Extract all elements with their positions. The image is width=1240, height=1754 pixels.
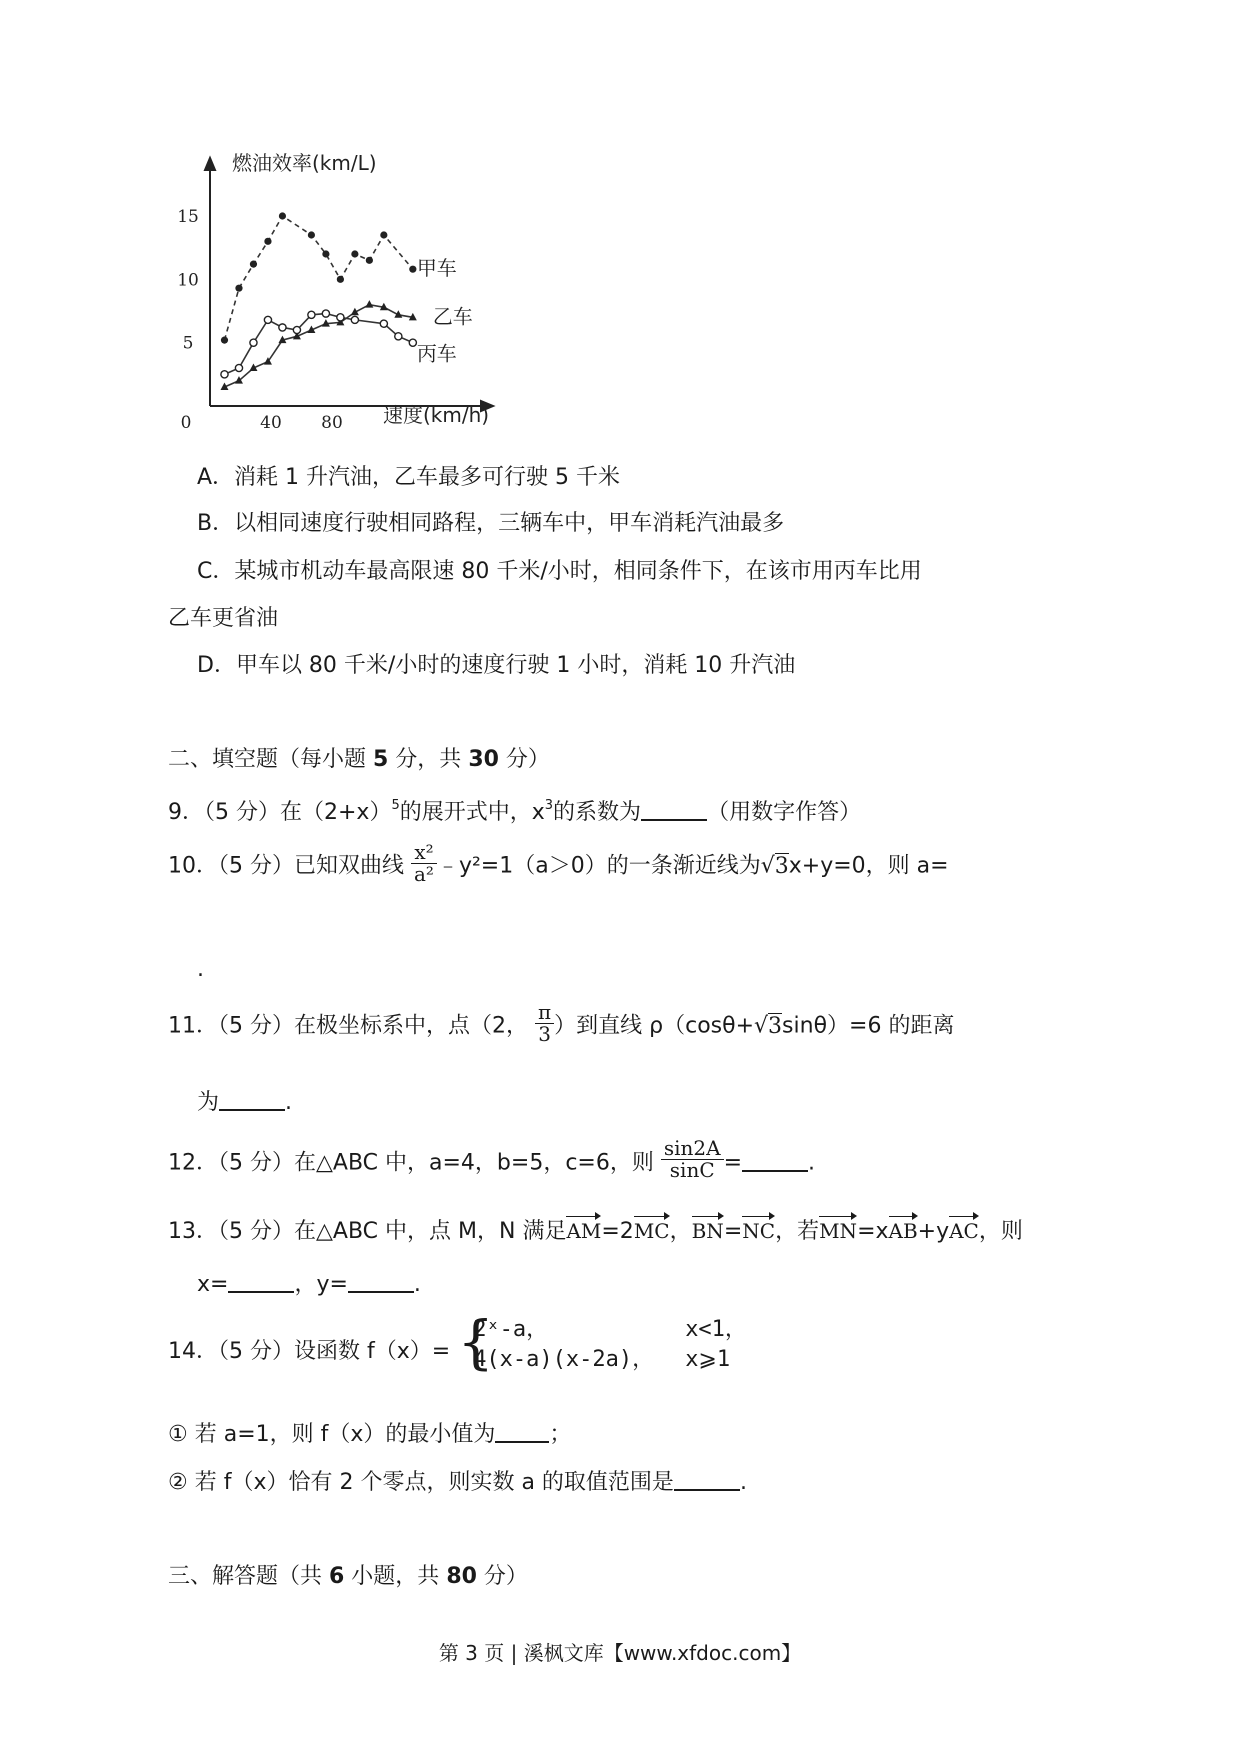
- left-brace: {: [457, 1308, 495, 1376]
- y-tick-label: 15: [177, 207, 199, 227]
- vector-ab: AB: [889, 1216, 918, 1246]
- data-point: [337, 276, 344, 283]
- data-point: [250, 261, 257, 268]
- vector-ac: AC: [949, 1216, 979, 1246]
- x-tick-label: 80: [321, 413, 343, 433]
- piecewise-function: { 2ˣ-a， x<1， 4(x-a)(x-2a)， x⩾1: [457, 1308, 747, 1376]
- option-d: D．甲车以 80 千米/小时的速度行驶 1 小时，消耗 10 升汽油: [197, 653, 796, 678]
- data-point: [264, 316, 271, 323]
- vector-mn: MN: [819, 1216, 857, 1246]
- data-point: [351, 316, 358, 323]
- data-point: [409, 266, 416, 273]
- data-point: [308, 311, 315, 318]
- data-point: [395, 333, 402, 340]
- fraction-x2-over-a2: $\frac{\text{x²}}{\text{a²}}$: [411, 842, 437, 885]
- data-point: [293, 326, 300, 333]
- y-tick-label: 0: [180, 413, 192, 433]
- answer-blank[interactable]: [495, 1419, 549, 1443]
- data-point: [250, 339, 257, 346]
- y-tick-label: 10: [177, 270, 199, 291]
- data-point: [308, 231, 315, 238]
- data-point: [264, 238, 271, 245]
- answer-blank[interactable]: [641, 797, 707, 821]
- series-label: 丙车: [416, 341, 457, 366]
- question-10: 10．（5 分）已知双曲线 $\frac{\text{x²}}{\text{a²}}$ ﹣y²=1（a＞0）的一条渐近线为√3x+y=0，则 a=: [168, 840, 949, 886]
- data-point: [279, 212, 286, 219]
- data-point: [337, 314, 344, 321]
- x-tick-label: 40: [260, 413, 282, 433]
- data-point: [279, 324, 286, 331]
- y-tick-label: 5: [182, 333, 194, 354]
- data-point: [409, 339, 416, 346]
- option-c-line2: 乙车更省油: [168, 606, 279, 631]
- data-point: [366, 257, 373, 264]
- y-axis-arrow: [205, 158, 215, 170]
- question-13: 13．（5 分）在△ABC 中，点 M，N 满足AM=2MC，BN=NC，若MN=xAB+yAC，则: [168, 1216, 1023, 1247]
- question-12: 12．（5 分）在△ABC 中，a=4，b=5，c=6，则 $\frac{\sin 2A}{\sin C}$ = .: [168, 1136, 816, 1182]
- section-3-header: 三、解答题（共 6 小题，共 80 分）: [168, 1564, 528, 1589]
- answer-blank[interactable]: [674, 1467, 740, 1491]
- sqrt-3: √3: [760, 853, 789, 879]
- series-label: 乙车: [432, 304, 473, 329]
- question-13-line2: x= ，y= .: [197, 1269, 421, 1300]
- answer-blank[interactable]: [219, 1087, 285, 1111]
- question-14: 14．（5 分）设函数 f（x）= { 2ˣ-a， x<1， 4(x-a)(x-2a)， x⩾1: [168, 1308, 747, 1376]
- data-point: [221, 371, 228, 378]
- data-point: [221, 337, 228, 344]
- sqrt-3: √3: [754, 1013, 783, 1039]
- fraction-sin2a-over-sinc: $\frac{\sin 2A}{\sin C}$: [661, 1138, 724, 1181]
- answer-blank-x[interactable]: [228, 1269, 294, 1293]
- question-14-part-2: ② 若 f（x）恰有 2 个零点，则实数 a 的取值范围是 .: [168, 1467, 747, 1498]
- data-point: [365, 300, 373, 308]
- vector-am: AM: [566, 1216, 601, 1246]
- data-point: [322, 310, 329, 317]
- answer-blank[interactable]: [742, 1148, 808, 1172]
- section-2-header: 二、填空题（每小题 5 分，共 30 分）: [168, 747, 550, 772]
- question-10-end: .: [197, 957, 204, 982]
- data-point: [380, 231, 387, 238]
- answer-blank-y[interactable]: [348, 1269, 414, 1293]
- data-point: [322, 250, 329, 257]
- data-point: [380, 320, 387, 327]
- y-axis-label: 燃油效率(km/L): [232, 151, 377, 175]
- question-14-part-1: ① 若 a=1，则 f（x）的最小值为 ；: [168, 1419, 571, 1450]
- option-c-line1: C．某城市机动车最高限速 80 千米/小时，相同条件下，在该市用丙车比用: [197, 559, 922, 584]
- fuel-efficiency-chart: [177, 151, 520, 433]
- option-b: B．以相同速度行驶相同路程，三辆车中，甲车消耗汽油最多: [197, 511, 785, 536]
- data-point: [235, 364, 242, 371]
- option-a: A．消耗 1 升汽油，乙车最多可行驶 5 千米: [197, 465, 621, 490]
- data-point: [235, 285, 242, 292]
- x-axis-label: 速度(km/h): [383, 403, 490, 427]
- vector-nc: NC: [742, 1216, 775, 1246]
- series-label: 甲车: [416, 256, 457, 281]
- question-11-line2: 为 .: [197, 1087, 292, 1118]
- question-11: 11．（5 分）在极坐标系中，点（2， $\frac{\pi}{3}$ ）到直线 ρ（cosθ+√3sinθ）=6 的距离: [168, 1000, 955, 1046]
- vector-mc: MC: [634, 1216, 670, 1246]
- question-9: 9．（5 分）在$(2+x)^5$的展开式中，$x^3$的系数为 （用数字作答）: [168, 798, 862, 825]
- fraction-pi-over-3: $\frac{\pi}{3}$: [535, 1002, 554, 1045]
- page-footer: 第 3 页 | 溪枫文库【www.xfdoc.com】: [438, 1641, 802, 1665]
- data-point: [351, 250, 358, 257]
- vector-bn: BN: [692, 1216, 724, 1246]
